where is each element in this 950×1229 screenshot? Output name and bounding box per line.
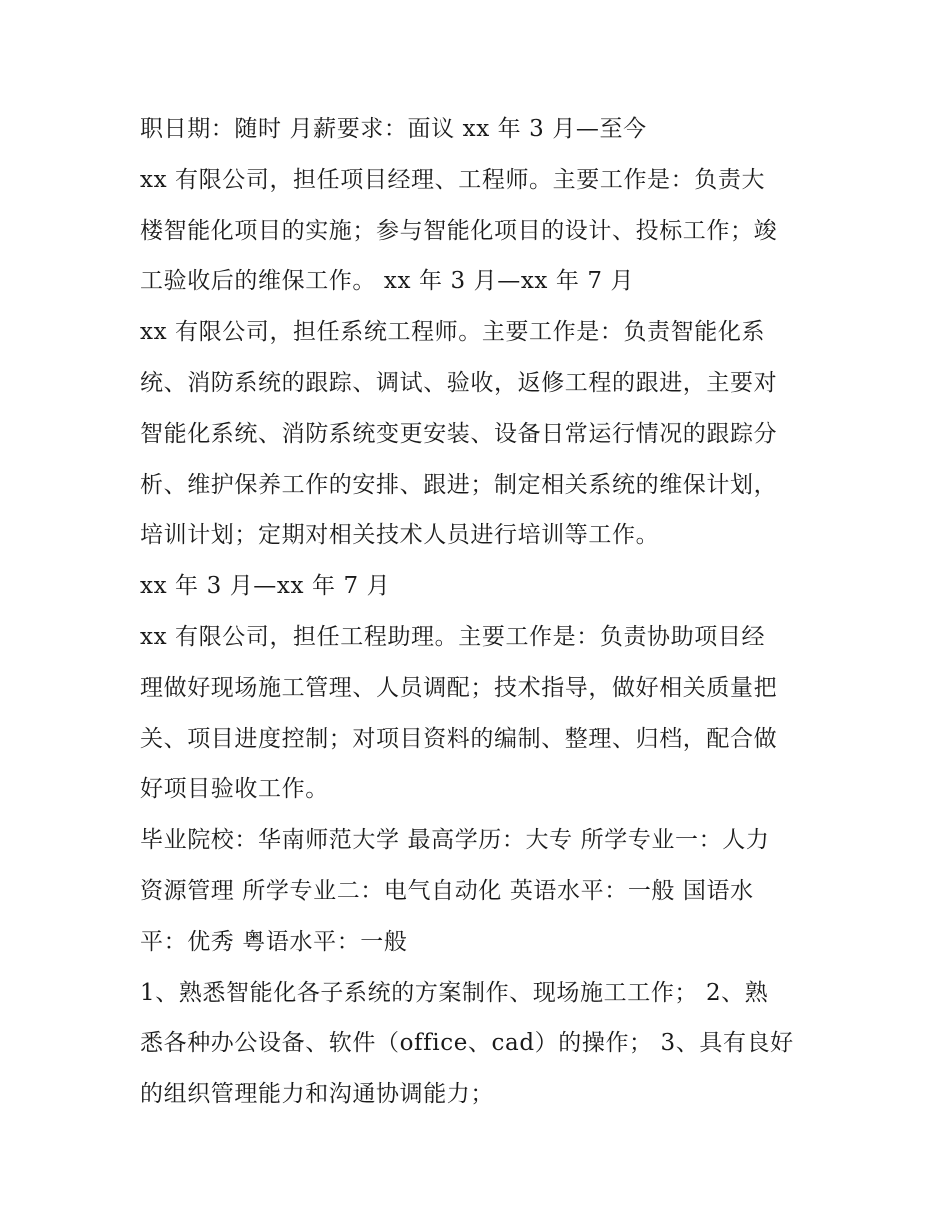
text-line: 毕业院校：华南师范大学 最高学历：大专 所学专业一：人力 [140, 827, 770, 854]
text-line: 析、维护保养工作的安排、跟进；制定相关系统的维保计划， [140, 471, 778, 498]
text-line: 统、消防系统的跟踪、调试、验收，返修工程的跟进，主要对 [140, 369, 778, 396]
text-line: 平：优秀 粤语水平：一般 [140, 928, 408, 955]
text-line: 好项目验收工作。 [140, 776, 329, 803]
text-line: xx 有限公司，担任系统工程师。主要工作是：负责智能化系 [140, 319, 766, 346]
text-line: 楼智能化项目的实施；参与智能化项目的设计、投标工作；竣 [140, 217, 778, 244]
text-line: 理做好现场施工管理、人员调配；技术指导，做好相关质量把 [140, 674, 778, 701]
text-line: 智能化系统、消防系统变更安装、设备日常运行情况的跟踪分 [140, 420, 778, 447]
text-line: 悉各种办公设备、软件（office、cad）的操作； 3、具有良好 [140, 1030, 794, 1057]
document-body [140, 104, 830, 1120]
text-line: xx 年 3 月—xx 年 7 月 [140, 573, 391, 600]
text-line: xx 有限公司，担任工程助理。主要工作是：负责协助项目经 [140, 623, 766, 650]
text-line: 培训计划；定期对相关技术人员进行培训等工作。 [140, 522, 660, 549]
text-line: 的组织管理能力和沟通协调能力； [140, 1081, 494, 1108]
text-line: 职日期：随时 月薪要求：面议 xx 年 3 月—至今 [140, 116, 647, 142]
text-line: 工验收后的维保工作。 xx 年 3 月—xx 年 7 月 [140, 268, 635, 295]
text-line: 1、熟悉智能化各子系统的方案制作、现场施工工作； 2、熟 [140, 979, 769, 1006]
text-line: 关、项目进度控制；对项目资料的编制、整理、归档，配合做 [140, 725, 778, 752]
text-line: xx 有限公司，担任项目经理、工程师。主要工作是：负责大 [140, 166, 766, 193]
text-line: 资源管理 所学专业二：电气自动化 英语水平：一般 国语水 [140, 877, 754, 904]
